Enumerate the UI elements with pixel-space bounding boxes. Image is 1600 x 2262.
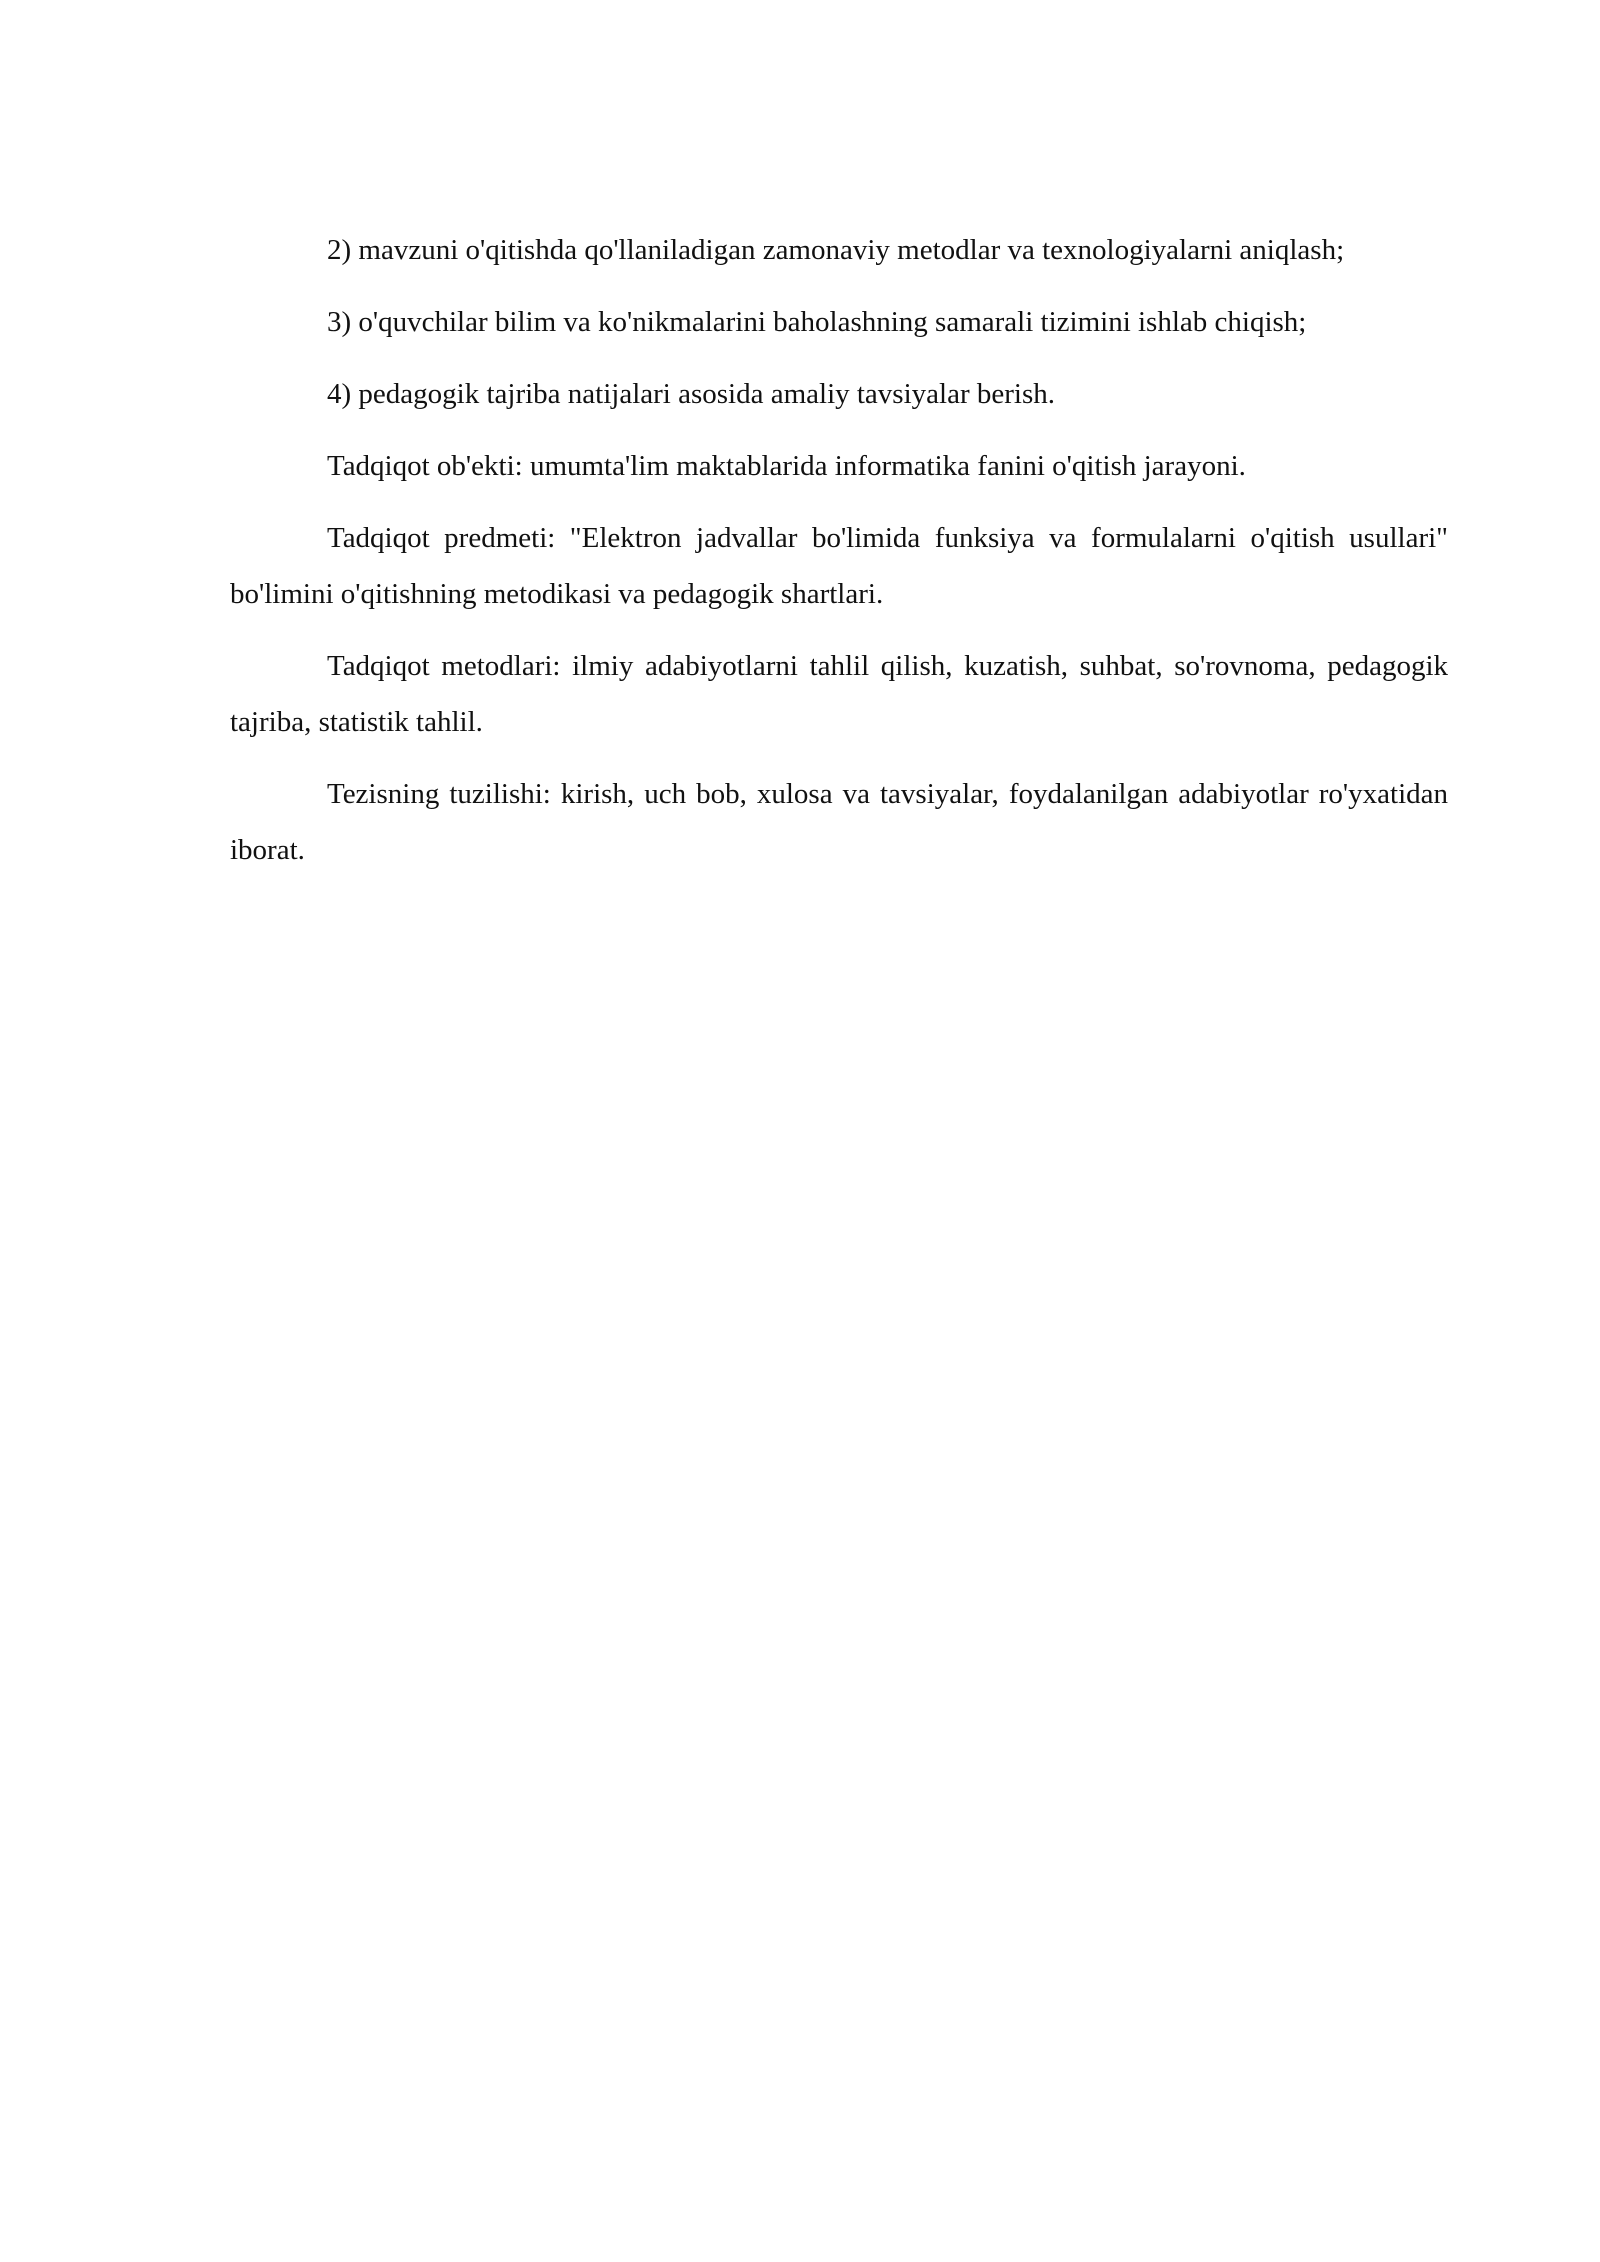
research-methods: Tadqiqot metodlari: ilmiy adabiyotlarni tahlil qilish, kuzatish, suhbat, so'rovnoma, pedagogik tajriba, statistik tahlil.	[230, 650, 1448, 738]
document-body	[230, 222, 1448, 894]
task-item-2: 2) mavzuni o'qitishda qo'llaniladigan zamonaviy metodlar va texnologiyalarni aniqlash;	[327, 234, 1345, 266]
research-subject: Tadqiqot predmeti: "Elektron jadvallar bo'limida funksiya va formulalarni o'qitish usullari" bo'limini o'qitishning metodikasi va pedagogik shartlari.	[230, 522, 1448, 610]
thesis-structure: Tezisning tuzilishi: kirish, uch bob, xulosa va tavsiyalar, foydalanilgan adabiyotlar ro'yxatidan iborat.	[230, 778, 1448, 866]
task-item-4: 4) pedagogik tajriba natijalari asosida amaliy tavsiyalar berish.	[327, 378, 1055, 410]
research-object: Tadqiqot ob'ekti: umumta'lim maktablarida informatika fanini o'qitish jarayoni.	[327, 450, 1246, 482]
task-item-3: 3) o'quvchilar bilim va ko'nikmalarini baholashning samarali tizimini ishlab chiqish;	[327, 306, 1307, 338]
